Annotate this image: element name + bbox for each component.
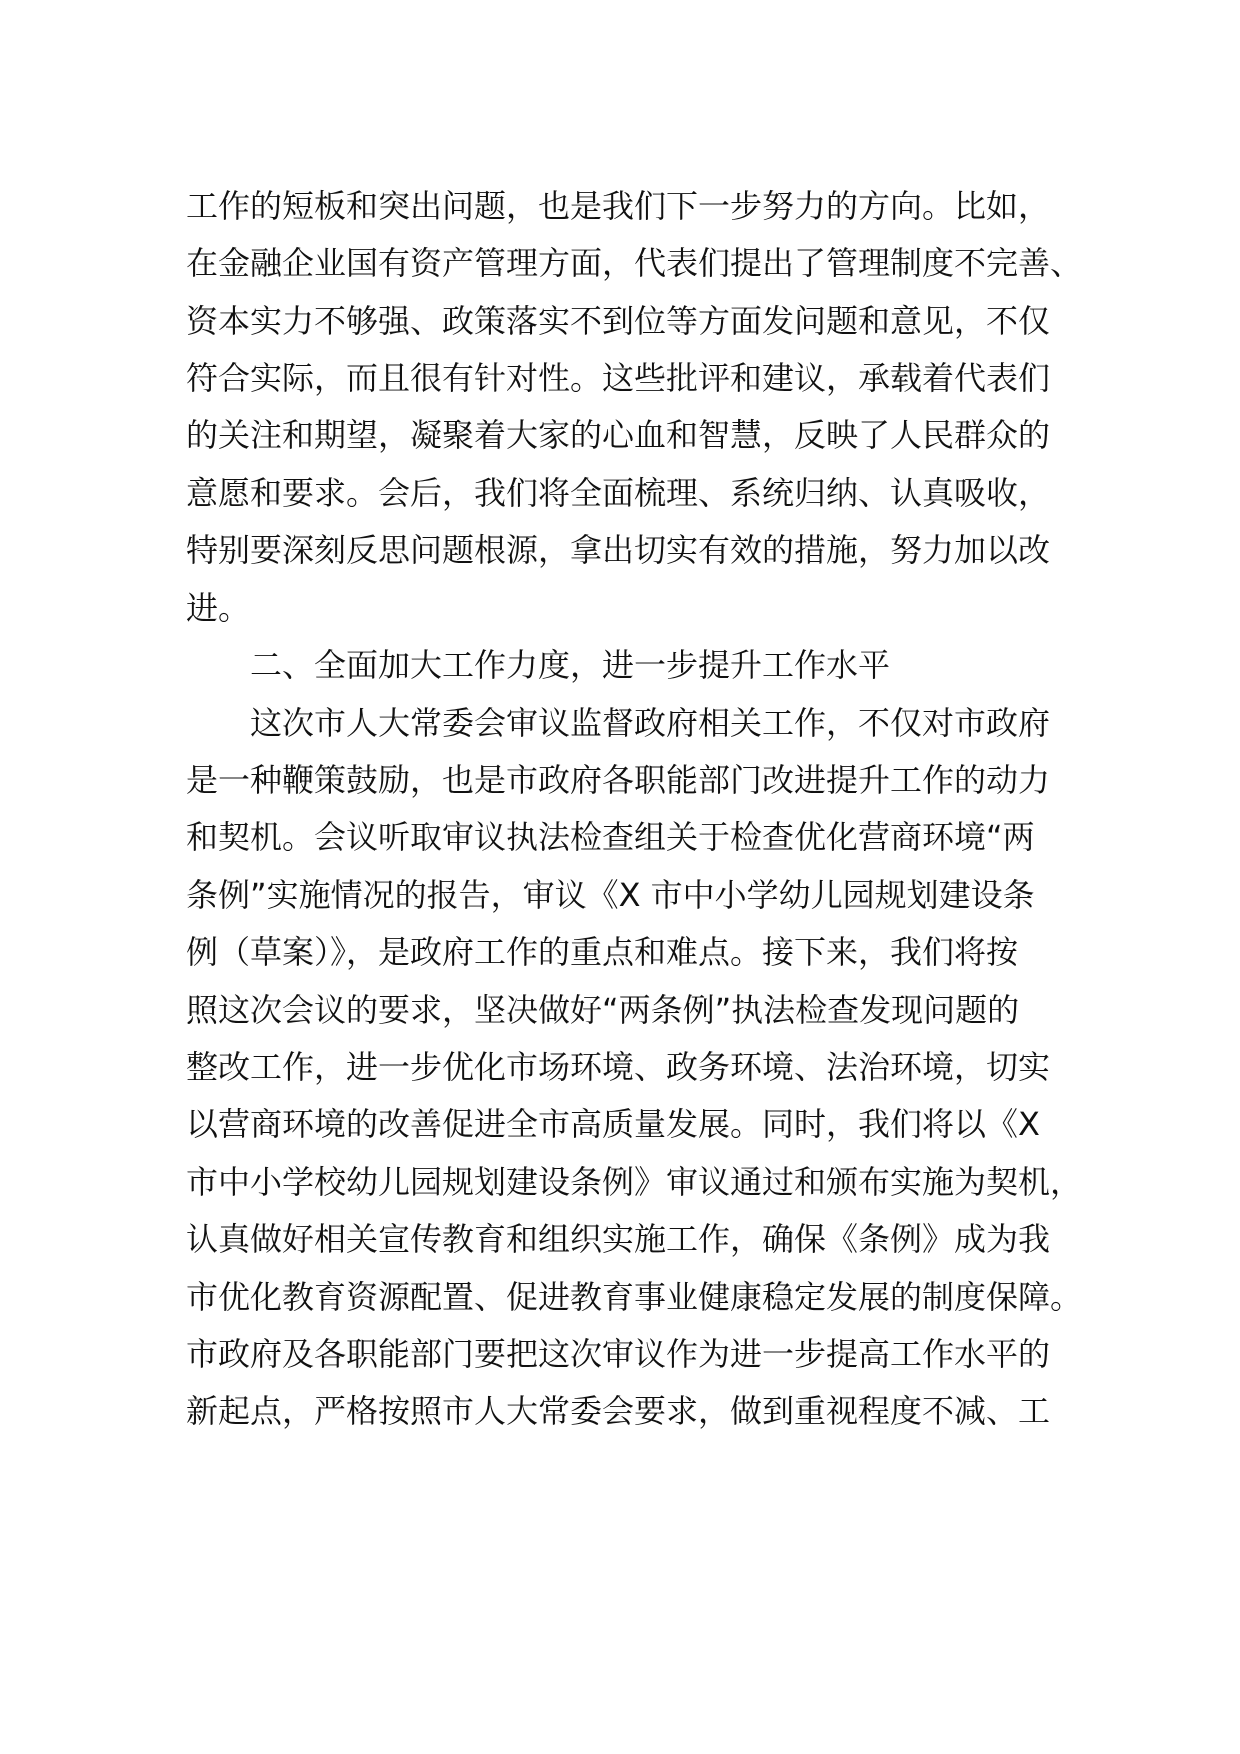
text-line: 意愿和要求。会后，我们将全面梳理、系统归纳、认真吸收， bbox=[186, 474, 1051, 512]
text-line: 新起点，严格按照市人大常委会要求，做到重视程度不减、工 bbox=[186, 1392, 1051, 1430]
text-line: 特别要深刻反思问题根源，拿出切实有效的措施，努力加以改 bbox=[186, 531, 1051, 569]
text-line: 符合实际，而且很有针对性。这些批评和建议，承载着代表们 bbox=[186, 359, 1051, 397]
text-line: 的关注和期望，凝聚着大家的心血和智慧，反映了人民群众的 bbox=[186, 416, 1051, 454]
text-line: 照这次会议的要求，坚决做好“两条例”执法检查发现问题的 bbox=[186, 991, 1020, 1029]
text-line: 在金融企业国有资产管理方面，代表们提出了管理制度不完善、 bbox=[186, 244, 1083, 282]
text-line: 市优化教育资源配置、促进教育事业健康稳定发展的制度保障。 bbox=[186, 1278, 1083, 1316]
text-line: 以营商环境的改善促进全市高质量发展。同时，我们将以《X bbox=[186, 1105, 1040, 1143]
text-line: 资本实力不够强、政策落实不到位等方面发问题和意见，不仅 bbox=[186, 302, 1051, 340]
text-line: 和契机。会议听取审议执法检查组关于检查优化营商环境“两 bbox=[186, 818, 1035, 856]
text-line: 进。 bbox=[186, 589, 251, 627]
text-line: 条例”实施情况的报告，审议《X 市中小学幼儿园规划建设条 bbox=[186, 876, 1035, 914]
text-line: 市政府及各职能部门要把这次审议作为进一步提高工作水平的 bbox=[186, 1335, 1051, 1373]
text-line: 工作的短板和突出问题，也是我们下一步努力的方向。比如， bbox=[186, 187, 1051, 225]
text-line: 市中小学校幼儿园规划建设条例》审议通过和颁布实施为契机， bbox=[186, 1163, 1083, 1201]
text-line: 这次市人大常委会审议监督政府相关工作，不仅对市政府 bbox=[250, 704, 1051, 742]
text-line: 认真做好相关宣传教育和组织实施工作，确保《条例》成为我 bbox=[186, 1220, 1051, 1258]
text-line: 整改工作，进一步优化市场环境、政务环境、法治环境，切实 bbox=[186, 1048, 1051, 1086]
text-line: 例（草案）》，是政府工作的重点和难点。接下来，我们将按 bbox=[186, 933, 1019, 971]
section-heading: 二、全面加大工作力度，进一步提升工作水平 bbox=[250, 646, 891, 684]
text-line: 是一种鞭策鼓励，也是市政府各职能部门改进提升工作的动力 bbox=[186, 761, 1051, 799]
